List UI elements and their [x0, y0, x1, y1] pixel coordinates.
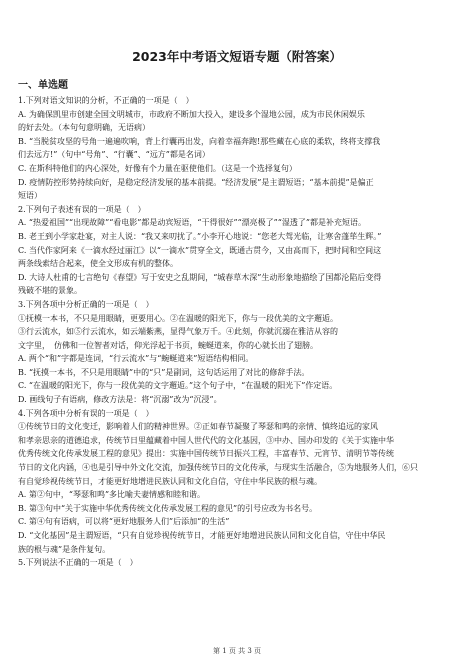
text-line: 有自觉珍视传统节日，才能更好地增进民族认同和文化自信，守住中华民族的根与魂。	[18, 476, 322, 486]
page-footer: 第 1 页 共 3 页	[212, 647, 262, 655]
text-line: 3.下列各项中分析正确的一项是（ ）	[18, 299, 154, 309]
text-line: 和孝亲思亲的道德追求，传统节日里蕴藏着中国人世代代的文化基因，③中办、国办印发的《关于实施中华	[18, 435, 394, 445]
text-line: D. “文化基因”是主谓短语，“只有自觉珍视传统节日，才能更好地增进民族认同和文化自信，守住中华民	[18, 531, 386, 540]
text-line: A. 第②句中，“琴瑟和鸣”多比喻夫妻情感和睦和谐。	[18, 490, 206, 500]
text-line: 两条线索结合起来，使全文形成有机的整体。	[18, 259, 178, 269]
text-line: 们去远方!”（句中“号角”、“行囊”、“远方”都是名词）	[18, 150, 210, 160]
text-line: B. 老王到小学家赴宴，对主人说：“我又来叨扰了。”小李开心地说：“您老大驾光临，让寒舍蓬荜生辉。”	[18, 231, 382, 241]
text-line: B. 第③句中“关于实施中华优秀传统文化传承发展工程的意见”的引号应改为书名号。	[18, 503, 318, 513]
text-line: D. 疫情防控形势持续向好，是稳定经济发展的基本前提。“经济发展”是主谓短语；“基本前提”是偏正	[18, 177, 374, 187]
text-line: D. 画线句子有语病，修改方法是：将“沉溺”改为“沉浸”。	[18, 395, 222, 405]
text-line: ③行云流水，如⑤行云流水，如云端紫燕，显得气象万千。④此刻，你就沉溺在雅洁从容的	[18, 327, 338, 337]
text-line: B. “当脱贫攻坚的号角一遍遍吹响，背上行囊再出发，向着幸福奔跑!那些藏在心底的柔软，终将支撑我	[18, 136, 381, 146]
text-line: 的好去处。（本句句意明确，无语病）	[18, 123, 150, 133]
text-line: 族的根与魂”是条件复句。	[18, 544, 111, 554]
text-line: C. “在温暖的阳光下，你与一段优美的文字邂逅。”这个句子中，“在温暖的阳光下”作定语。	[18, 381, 338, 391]
section-heading: 一、单选题	[18, 80, 68, 91]
text-line: ①抚模一本书，不只是用眼睛，更要用心。②在温暖的阳光下，你与一段优美的文字邂逅。	[18, 313, 338, 323]
document-title: 2023年中考语文短语专题（附答案）	[132, 49, 342, 64]
text-line: A. 两个“和”字都是连词，“行云流水”与“蜿蜒道来”短语结构相同。	[18, 354, 254, 364]
text-line: B. “抚摸一本书，不只是用眼睛”中的“只”是副词，这句话运用了对比的修辞手法。	[18, 367, 310, 377]
text-line: 残破不堪的景象。	[18, 286, 82, 296]
text-line: 5.下列说法不正确的一项是（ ）	[18, 558, 138, 568]
text-line: D. 大诗人杜甫的七言绝句《春望》写于安史之乱期间，“城春草木深”生动形象地描绘了国都沦陷后变得	[18, 272, 382, 282]
text-line: 节日的文化内涵，④也是引导中外文化交流，加强传统节日的文化传承，与现实生活融合，⑤为地服务人们，⑥只	[18, 463, 418, 473]
text-line: C. 当代作家阿来《一滴水经过丽江》以“一滴水”贯穿全文，既通古贯今，又由高而下，把时间和空间这	[18, 245, 382, 255]
text-line: 优秀传统文化传承发展工程的意见》提出：实施中国传统节日振兴工程，丰富春节、元宵节、清明节等传统	[18, 449, 394, 459]
text-line: C. 在斯科特他们的内心深处，好像有个力量在驱使他们。（这是一个选择复句）	[18, 163, 297, 173]
text-line: 1.下列对语文知识的分析，不正确的一项是（ ）	[18, 96, 194, 105]
text-line: ①传统节日的文化变迁，影响着人们的精神世界。②正如春节凝聚了琴瑟和鸣的亲情、慎终追远的家风	[18, 422, 378, 432]
text-line: A. “热爱祖国”“出现故障”“看电影”都是动宾短语，“干得很好”“漂亮极了”“湿透了”都是补充短语。	[18, 218, 366, 228]
text-line: A. 为确保凯里市创建全国文明城市，市政府不断加大投入，建设多个湿地公园，成为市民休闲娱乐	[18, 109, 365, 119]
text-line: 文字里， 仿佛和一位智者对话，仰光浮起于书页，蜿蜒道来，你的心就长出了翅膀。	[18, 340, 318, 350]
text-line: 4.下列各项中分析有误的一项是（ ）	[18, 408, 154, 418]
text-line: C. 第④句有语病，可以将“更好地服务人们”后添加“的生活”	[18, 517, 230, 527]
document-body	[18, 94, 458, 570]
text-line: 短语）	[18, 191, 42, 201]
text-line: 2.下列句子表述有误的一项是（ ）	[18, 204, 146, 214]
